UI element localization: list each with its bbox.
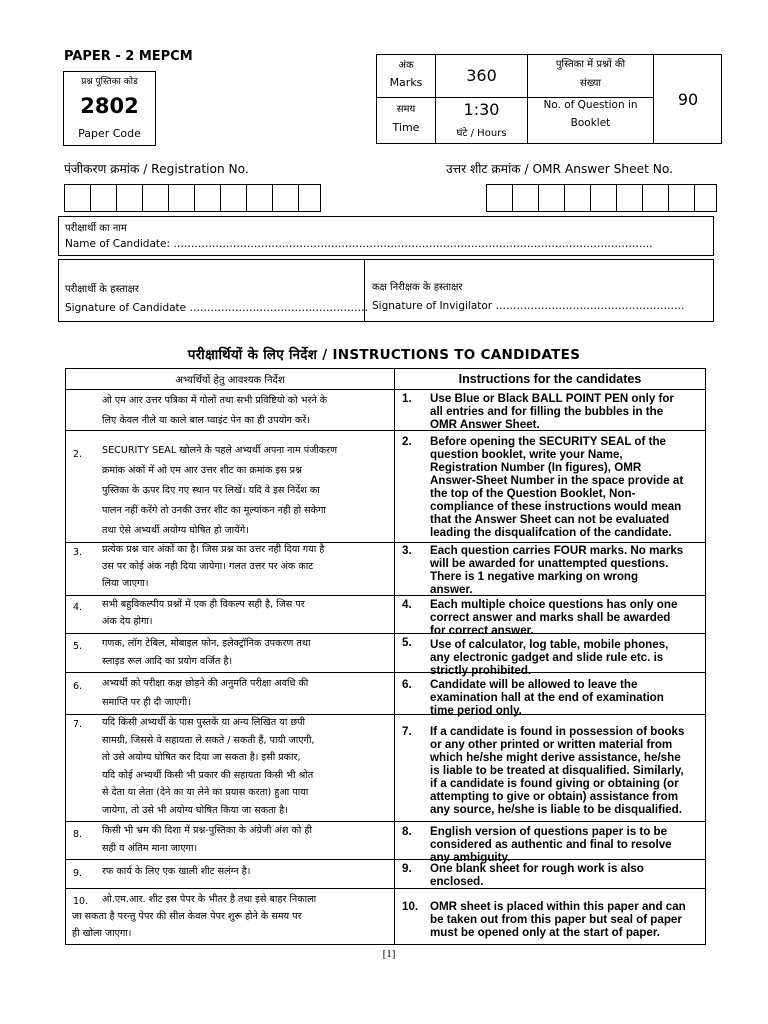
english-instruction-5-number: 5.	[402, 636, 412, 649]
english-instruction-8-number: 8.	[402, 825, 412, 838]
hindi-instruction-6-number: 6.	[73, 681, 83, 692]
questions-label-en-1: No. of Question in	[543, 99, 638, 111]
english-instruction-10: OMR sheet is placed within this paper and can be taken out from this paper but seal of paper must be opened only at the start of paper.	[430, 900, 686, 939]
registration-digit-box[interactable]	[272, 184, 299, 212]
hindi-instruction-4: सभी बहुविकल्पीय प्रश्नों में एक ही विकल्प सही है, जिस पर अंक देय होगा।	[102, 599, 305, 627]
omr-digit-box[interactable]	[642, 184, 669, 212]
paper-code-value: 2802	[80, 94, 139, 118]
hindi-instructions-header: अभ्यर्थियों हेतु आवश्यक निर्देश	[175, 375, 285, 386]
english-instruction-1: Use Blue or Black BALL POINT PEN only for all entries and for filling the bubbles in the OMR Answer Sheet.	[430, 392, 674, 431]
registration-digit-box[interactable]	[220, 184, 247, 212]
english-instruction-9-number: 9.	[402, 862, 412, 875]
registration-digit-box[interactable]	[298, 184, 321, 212]
exam-info-table	[376, 54, 722, 144]
omr-digit-box[interactable]	[564, 184, 591, 212]
hindi-instruction-6: अभ्यर्थी को परीक्षा कक्ष छोड़ने की अनुमति परीक्षा अवधि की समाप्ति पर ही दी जाएगी।	[102, 678, 309, 708]
hindi-instruction-8: किसी भी भ्रम की दिशा में प्रश्न-पुस्तिका के अंग्रेजी अंश को ही सही व अंतिम माना जाएगा।	[102, 825, 312, 854]
marks-label-hi: अंक	[398, 60, 414, 71]
registration-digit-box[interactable]	[168, 184, 195, 212]
hindi-instruction-4-number: 4.	[73, 602, 83, 613]
english-instruction-8: English version of questions paper is to be considered as authentic and final to resolve any ambiguity.	[430, 825, 672, 864]
candidate-name-box[interactable]	[58, 216, 714, 256]
registration-label: पंजीकरण क्रमांक / Registration No.	[64, 162, 249, 176]
questions-value: 90	[677, 90, 699, 109]
english-instruction-3: Each question carries FOUR marks. No marks will be awarded for unattempted questions. There is 1 negative marking on wrong answer.	[430, 544, 684, 596]
registration-digit-box[interactable]	[246, 184, 273, 212]
omr-digit-box[interactable]	[538, 184, 565, 212]
english-instruction-10-number: 10.	[402, 900, 419, 913]
time-label-hi: समय	[396, 104, 416, 115]
hindi-instruction-9: रफ कार्य के लिए एक खाली शीट सलंग्न है।	[102, 866, 251, 877]
english-instruction-2: Before opening the SECURITY SEAL of the question booklet, write your Name, Registration Number (In figures), OMR Answer-Sheet Number in the space provide at the top of the Question Booklet, Non- compliance of these instructions would mean that the Answer Sheet can not be evaluated leading the disqualifcation of the candidate.	[430, 435, 684, 539]
time-label-en: Time	[392, 121, 420, 134]
english-instruction-5: Use of calculator, log table, mobile phones, any electronic gadget and slide rule etc. is strictly prohibited.	[430, 638, 669, 677]
english-instruction-1-number: 1.	[402, 392, 412, 405]
hindi-instruction-10-number: 10.	[73, 896, 89, 907]
omr-digit-box[interactable]	[694, 184, 717, 212]
hindi-instruction-1: ओ एम आर उत्तर पत्रिका में गोलों तथा सभी प्रविष्टियो को भरने के लिए केवल नीले या काले बाल प्वाइंट पेन का ही उपयोग करें।	[102, 395, 328, 426]
omr-digit-box[interactable]	[486, 184, 513, 212]
paper-code-box	[63, 71, 156, 146]
paper-code-label-en: Paper Code	[78, 127, 141, 140]
english-instruction-4: Each multiple choice questions has only one correct answer and marks shall be awarded for correct answer.	[430, 598, 678, 637]
marks-value: 360	[466, 66, 497, 85]
paper-code-label-hi: प्रश्न पुस्तिका कोड	[81, 77, 138, 87]
hindi-instruction-3: प्रत्येक प्रश्न चार अंकों का है। जिस प्रश्न का उत्तर नही दिया गया है उस पर कोई अंक नही दिया जायेगा। गलत उत्तर पर अंक काट लिया जाएगा।	[102, 544, 325, 589]
candidate-name-label-hi: परीक्षार्थी का नाम	[65, 223, 127, 234]
marks-label-en: Marks	[389, 76, 423, 89]
hindi-instruction-2-number: 2.	[73, 449, 83, 460]
registration-digit-box[interactable]	[142, 184, 169, 212]
hindi-instruction-5: गणक, लॉग टेबिल, मोबाइल फोन, इलेक्ट्रॉनिक उपकरण तथा स्लाइड रूल आदि का प्रयोग वर्जित है।	[102, 638, 311, 667]
hindi-instruction-10: ओ.एम.आर. शीट इस पेपर के भीतर है तथा इसे बाहर निकाला जा सकता है परन्तु पेपर की सील केवल पेपर शुरू होने के समय पर ही खोला जाएगा।	[72, 894, 317, 939]
invigilator-signature-field[interactable]: Signature of Invigilator ………………………………………………	[372, 300, 685, 312]
candidate-signature-field[interactable]: Signature of Candidate ……………………………………………	[65, 302, 368, 314]
english-instruction-9: One blank sheet for rough work is also enclosed.	[430, 862, 644, 888]
english-instruction-6: Candidate will be allowed to leave the examination hall at the end of examination time period only.	[430, 678, 664, 717]
english-instruction-7: If a candidate is found in possession of books or any other printed or written material from which he/she might derive assistance, he/she is liable to be treated at disqualified. Similarly, if a candidate is found giving or obtaining (or attempting to give or obtain) assistance from any source, he/she is liable to be disqualified.	[430, 725, 685, 816]
paper-label: PAPER - 2 MEPCM	[64, 49, 193, 64]
english-instruction-4-number: 4.	[402, 598, 412, 611]
omr-digit-box[interactable]	[616, 184, 643, 212]
registration-digit-box[interactable]	[194, 184, 221, 212]
time-value: 1:30	[463, 100, 500, 119]
questions-label-hi-2: संख्या	[580, 78, 601, 89]
questions-label-hi-1: पुस्तिका में प्रश्नों की	[555, 59, 626, 70]
english-instruction-3-number: 3.	[402, 544, 412, 557]
questions-label-en-2: Booklet	[570, 117, 611, 129]
hindi-instruction-5-number: 5.	[73, 641, 83, 652]
registration-digit-box[interactable]	[90, 184, 117, 212]
registration-digit-box[interactable]	[116, 184, 143, 212]
omr-sheet-label: उत्तर शीट क्रमांक / OMR Answer Sheet No.	[446, 162, 673, 176]
omr-digit-box[interactable]	[512, 184, 539, 212]
registration-digit-box[interactable]	[64, 184, 91, 212]
invigilator-signature-label-hi: कक्ष निरीक्षक के हस्ताक्षर	[372, 282, 463, 293]
english-instructions-header: Instructions for the candidates	[458, 372, 642, 386]
signature-box	[58, 259, 714, 322]
instructions-title: परीक्षार्थियों के लिए निर्देश / INSTRUCTIONS TO CANDIDATES	[187, 347, 581, 363]
omr-digit-box[interactable]	[590, 184, 617, 212]
hindi-instruction-7-number: 7.	[73, 719, 83, 730]
candidate-signature-label-hi: परीक्षार्थी के हस्ताक्षर	[65, 284, 139, 295]
page-number: [1]	[382, 948, 396, 960]
candidate-name-field[interactable]: Name of Candidate: ………………………………………………………………………………………………………………………..	[65, 238, 653, 250]
hindi-instruction-9-number: 9.	[73, 868, 83, 879]
english-instruction-6-number: 6.	[402, 678, 412, 691]
omr-digit-box[interactable]	[668, 184, 695, 212]
english-instruction-2-number: 2.	[402, 435, 412, 448]
hindi-instruction-3-number: 3.	[73, 547, 83, 558]
english-instruction-7-number: 7.	[402, 725, 412, 738]
hindi-instruction-8-number: 8.	[73, 829, 83, 840]
hindi-instruction-2: SECURITY SEAL खोलने के पहले अभ्यर्थी अपना नाम पंजीकरण क्रमांक अंकों में ओ एम आर उत्तर शीट का क्रमांक इस प्रश्न पुस्तिका के ऊपर दिए गए स्थान पर लिखें। यदि वे इस निर्देश का पालन नहीं करेंगे तो उनकी उत्तर शीट का मूल्यांकन नही हो सकेगा तथा ऐसे अभ्यर्थी अयोग्य घोषित हो जायेंगे।	[102, 445, 338, 536]
instructions-table	[65, 368, 706, 945]
hindi-instruction-7: यदि किसी अभ्यर्थी के पास पुस्तकें या अन्य लिखित या छपी सामग्री, जिससे वे सहायता ले सकते / सकती हैं, पायी जाएगी, तो उसे अयोग्य घोषित कर दिया जा सकता है। इसी प्रकार, यदि कोई अभ्यर्थी किसी भी प्रकार की सहायता किसी भी श्रोत से देता या लेता (देने का या लेने का प्रयास करता) हुआ पाया जायेगा, तो उसे भी अयोग्य घोषित किया जा सकता है।	[102, 717, 315, 816]
time-unit: घंटे / Hours	[456, 128, 507, 139]
